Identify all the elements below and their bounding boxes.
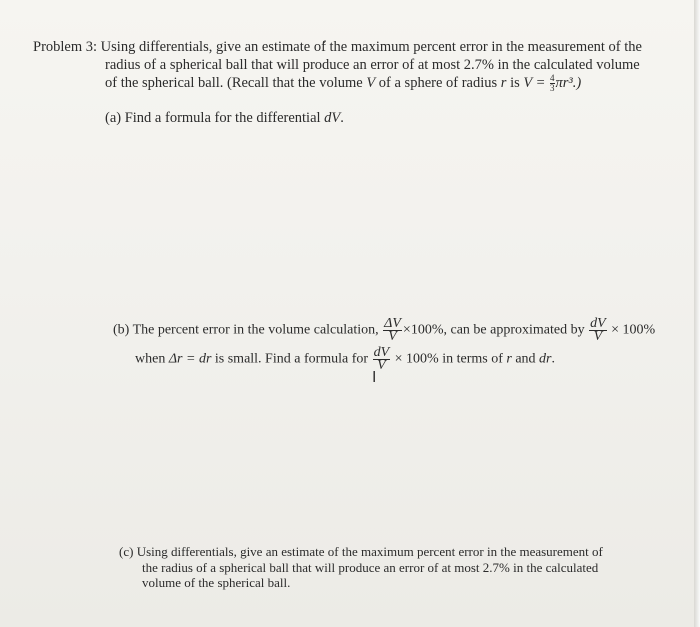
part-b-expr: Δr = dr — [168, 351, 212, 367]
part-b-text-2: ×100%, can be approximated by — [402, 322, 589, 338]
part-b-var-dr: dr — [539, 351, 552, 367]
problem-text-3c: is — [506, 75, 524, 91]
problem-label: Problem 3: — [33, 39, 98, 55]
fraction-dV-over-V: $\frac{dV}{V}$ — [590, 316, 606, 344]
part-a-text: Find a formula for the differential — [124, 110, 325, 126]
problem-text-1: Using differentials, give an estimate of the maximum percent error in the measurement of the — [100, 39, 642, 55]
part-b-line2-b: is small. Find a formula for — [211, 351, 372, 367]
part-c-line-1 — [119, 544, 603, 559]
part-a-var: dV — [324, 110, 341, 126]
part-a-line — [105, 109, 344, 127]
part-b-and: and — [511, 351, 540, 367]
part-b-line-2 — [135, 347, 555, 372]
text-cursor-icon: I — [372, 368, 377, 386]
fraction-deltaV-over-V: $\frac{\Delta V}{V}$ — [384, 316, 401, 344]
part-b-text-3: × 100% — [607, 322, 656, 338]
part-c-text-3: volume of the spherical ball. — [142, 575, 291, 590]
part-c-text-2: the radius of a spherical ball that will produce an error of at most 2.7% in the calculated — [142, 560, 599, 575]
fraction-four-thirds: $\frac{4}{3}$ — [550, 73, 555, 94]
problem-line-1 — [33, 38, 642, 56]
formula-rhs: πr³.) — [555, 75, 582, 91]
part-c-line-3 — [142, 575, 290, 590]
problem-line-2 — [105, 56, 640, 74]
part-b-line-1 — [113, 318, 655, 343]
page-edge — [694, 0, 700, 627]
problem-text-3b: of a sphere of radius — [375, 75, 501, 91]
var-V: V — [366, 75, 376, 91]
part-b-label: (b) — [113, 322, 130, 338]
problem-line-3 — [105, 74, 581, 93]
part-a-label: (a) — [105, 110, 122, 126]
part-b-var-r: r — [506, 351, 512, 367]
fraction-dV-over-V-2: $\frac{dV}{V}$ — [373, 345, 390, 373]
part-b-line2-end: . — [551, 351, 555, 367]
part-c-label: (c) — [119, 544, 134, 559]
part-c-text-1: Using differentials, give an estimate of the maximum percent error in the measurement of — [136, 544, 603, 559]
problem-text-3a: of the spherical ball. (Recall that the volume — [105, 75, 367, 91]
part-c-line-2 — [142, 560, 598, 575]
problem-text-2: radius of a spherical ball that will produce an error of at most 2.7% in the calculated volume — [105, 57, 640, 73]
formula-lhs: V = — [523, 75, 550, 91]
var-r: r — [500, 75, 507, 91]
part-a-end: . — [340, 110, 344, 126]
part-b-line2-c: × 100% in terms of — [391, 351, 507, 367]
part-b-text-1: The percent error in the volume calculation, — [132, 322, 383, 338]
part-b-line2-a: when — [135, 351, 169, 367]
